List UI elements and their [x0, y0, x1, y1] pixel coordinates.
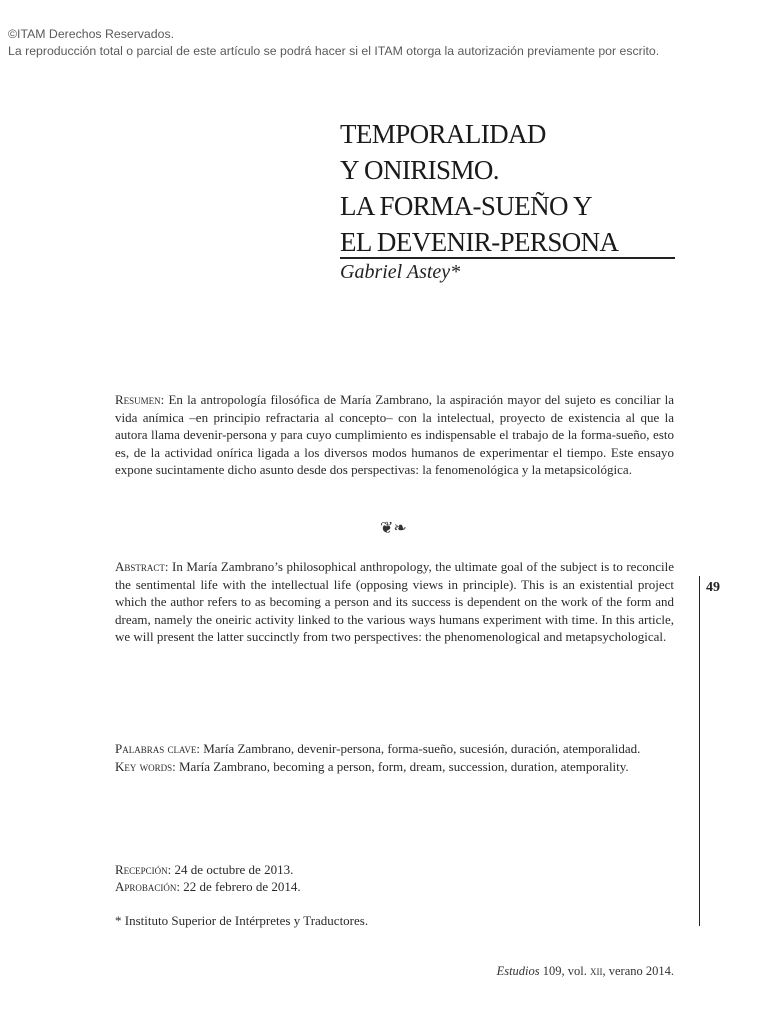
key-words-entry: [115, 758, 674, 776]
abstract-text: In María Zambrano’s philosophical anthropology, the ultimate goal of the subject is to reconcile the sentimental life with the intellectual life (opposing views in principle). This is an existential project which the author refers to as becoming a person and its success is dependent on the work of the form and dream, namely the oneiric activity linked to the various ways humans experiment with time. In this article, we will present the latter succinctly from two perspectives: the phenomenological and metapsychological.: [115, 559, 674, 645]
title-line-2: Y ONIRISMO.: [340, 155, 499, 185]
title-line-1: TEMPORALIDAD: [340, 119, 546, 149]
recepcion-date: [115, 861, 301, 878]
aprobacion-text: 22 de febrero de 2014.: [180, 879, 301, 894]
author-footnote: * Instituto Superior de Intérpretes y Traductores.: [115, 913, 369, 928]
resumen-text: En la antropología filosófica de María Zambrano, la aspiración mayor del sujeto es conciliar la vida anímica –en principio refractaria al concepto– con la intelectual, proyecto de existencia al que la autora llama devenir-persona y para cuyo cumplimiento es indispensable el trabajo de la forma-sueño, esto es, de la actividad onírica ligada a los diversos modos humanos de experimentar el tiempo. Este ensayo expone sucintamente dicho asunto desde dos perspectivas: la fenomenológica y la metapsicológica.: [115, 392, 674, 478]
journal-name: Estudios: [496, 964, 540, 978]
palabras-clave-label: Palabras clave:: [115, 741, 200, 756]
page-number: 49: [706, 580, 720, 595]
title-rule: [340, 257, 675, 259]
journal-details-b: , verano 2014.: [602, 964, 674, 978]
copyright-notice: [8, 26, 760, 60]
palabras-clave-entry: [115, 740, 674, 758]
journal-details-a: 109, vol.: [539, 964, 590, 978]
article-title: [340, 116, 675, 260]
aprobacion-date: [115, 878, 301, 895]
margin-rule: [699, 576, 700, 926]
author-name: Gabriel Astey*: [340, 261, 461, 283]
journal-citation: [478, 964, 674, 979]
fleuron-ornament: ❦❧: [380, 520, 407, 537]
palabras-clave-text: María Zambrano, devenir-persona, forma-sueño, sucesión, duración, atemporalidad.: [199, 741, 641, 756]
abstract-paragraph: [115, 558, 674, 646]
title-line-3: LA FORMA-SUEÑO Y: [340, 191, 592, 221]
abstract-label: Abstract:: [115, 559, 169, 574]
resumen-paragraph: [115, 391, 674, 479]
key-words-text: María Zambrano, becoming a person, form, dream, succession, duration, atemporality.: [175, 758, 629, 774]
recepcion-text: 24 de octubre de 2013.: [171, 862, 294, 877]
resumen-label: Resumen:: [115, 392, 165, 407]
journal-volume: xii: [589, 964, 603, 978]
copyright-line-2: La reproducción total o parcial de este artículo se podrá hacer si el ITAM otorga la autorización previamente por escrito.: [8, 44, 660, 58]
aprobacion-label: Aprobación:: [115, 879, 181, 894]
copyright-line-1: ©ITAM Derechos Reservados.: [8, 27, 175, 41]
key-words-label: Key words:: [115, 758, 176, 774]
title-line-4: EL DEVENIR-PERSONA: [340, 227, 619, 257]
recepcion-label: Recepción:: [115, 862, 172, 877]
submission-dates: [115, 861, 301, 895]
keywords-block: [115, 740, 674, 775]
